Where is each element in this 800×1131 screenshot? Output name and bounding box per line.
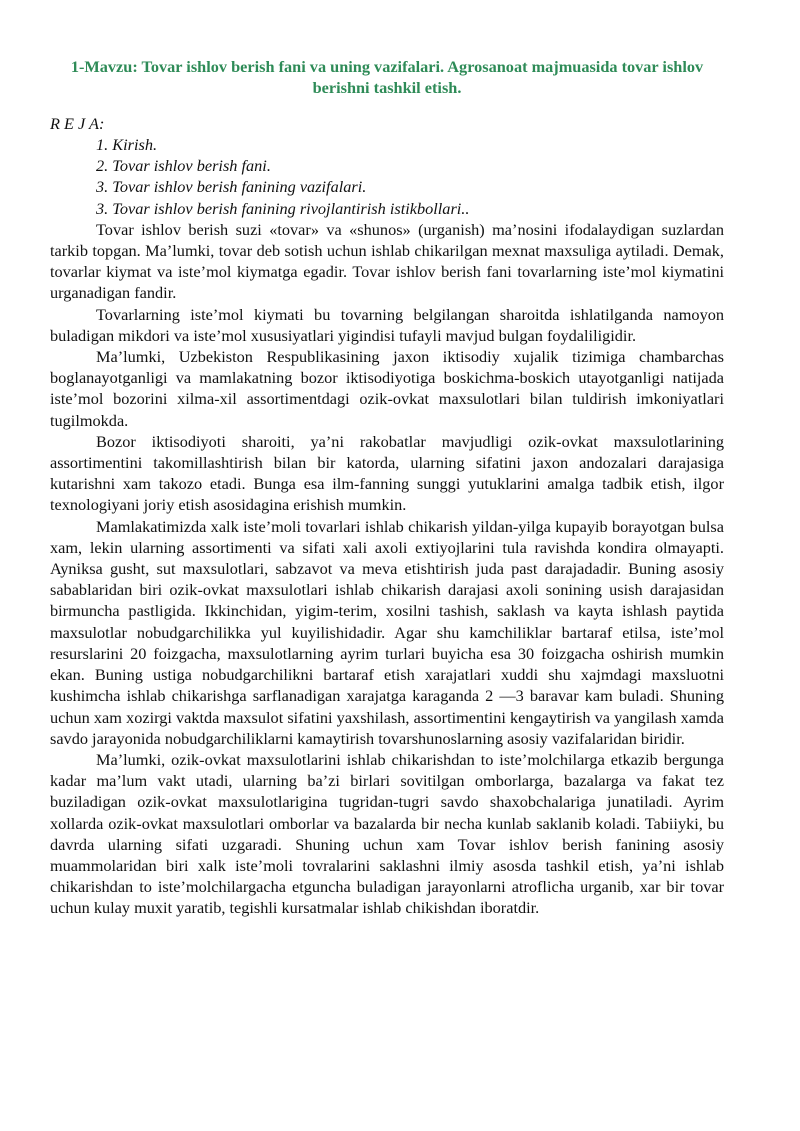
body-paragraph: Ma’lumki, Uzbekiston Respublikasining jaxon iktisodiy xujalik tizimiga chambarchas boglanayotganligi va mamlakatning bozor iktisodiyotiga boskichma-boskich utayotganligi natijada iste’mol bozorini xilma-xil assortimentdagi ozik-ovkat maxsulotlari bilan tuldirish imkoniyatlari tugilmokda. (50, 347, 724, 430)
plan-heading: R E J A: (50, 113, 105, 133)
plan-item: 1. Kirish. (96, 135, 158, 155)
body-paragraph: Bozor iktisodiyoti sharoiti, ya’ni rakobatlar mavjudligi ozik-ovkat maxsulotlarining assortimentini takomillashtirish bilan bir katorda, ularning sifatini jaxon andozalari darajasiga kutarishni xam takozo etadi. Bunga esa ilm-fanning sunggi yutuklarini amalga tadbik etish, ilgor texnologiyani joriy etish asosidagina erishish mumkin. (50, 431, 724, 515)
plan-list (96, 134, 724, 219)
document-page (50, 56, 724, 919)
body-paragraph: Tovarlarning iste’mol kiymati bu tovarning belgilangan sharoitda ishlatilganda namoyon buladigan mikdori va iste’mol xususiyatlari yigindisi tufayli mavjud bulgan foydaliligidir. (50, 304, 724, 345)
document-title: 1-Mavzu: Tovar ishlov berish fani va uning vazifalari. Agrosanoat majmuasida tovar ishlov berishni tashkil etish. (70, 57, 704, 98)
body-paragraph: Ma’lumki, ozik-ovkat maxsulotlarini ishlab chikarishdan to iste’molchilarga etkazib bergunga kadar ma’lum vakt utadi, ularning ba’zi birlari sovitilgan omborlarga, bazalarga va fakat tez buziladigan ozik-ovkat maxsulotlarigina tugridan-tugri savdo shaxobchalariga junatiladi. Ayrim xollarda ozik-ovkat maxsulotlari omborlar va bazalarda bir necha kunlab saklanib koladi. Tabiiyki, bu davrda ularning sifati uzgaradi. Shuning uchun xam Tovar ishlov berish fanining asosiy muammolaridan biri xalk iste’moli tovralarini saklashni ilmiy asosda tashkil etish, ya’ni ishlab chikarishdan to iste’molchilargacha etguncha buladigan jarayonlarni atroflicha urganib, xar bir tovar uchun kulay muxit yaratib, tegishli kursatmalar ishlab chikishdan iboratdir. (50, 749, 724, 918)
body-paragraph: Tovar ishlov berish suzi «tovar» va «shunos» (urganish) ma’nosini ifodalaydigan suzlardan tarkib topgan. Ma’lumki, tovar deb sotish uchun ishlab chikarilgan mexnat maxsuliga aytiladi. Demak, tovarlar kiymat va iste’mol kiymatga egadir. Tovar ishlov berish fani tovarlarning iste’mol kiymatini urganadigan fandir. (50, 219, 724, 303)
body-paragraph: Mamlakatimizda xalk iste’moli tovarlari ishlab chikarish yildan-yilga kupayib borayotgan bulsa xam, lekin ularning assortimenti va sifati xali axoli extiyojlarini tula ravishda kondira olmayapti. Ayniksa gusht, sut maxsulotlari, sabzavot va meva etishtirish juda past darajadadir. Buning asosiy sabablaridan biri ozik-ovkat maxsulotlari ishlab chikarish darajasi axoli sonining usish darajasidan birmuncha pastligida. Ikkinchidan, yigim-terim, xosilni tashish, saklash va kayta ishlash paytida maxsulotlar nobudgarchilikka yul kuyilishidadir. Agar shu kamchiliklar bartaraf etilsa, iste’mol resurslarini 20 foizgacha, maxsulotlarning ayrim turlari buyicha esa 30 foizgacha oshirish mumkin ekan. Buning ustiga nobudgarchilikni bartaraf etish xarajatlari xuddi shu xajmdagi maxsluotni kushimcha ishlab chikarishga sarflanadigan xarajatga karaganda 2 —3 baravar kam buladi. Shuning uchun xam xozirgi vaktda maxsulot sifatini yaxshilash, assortimentini kengaytirish va yangilash xamda savdo jarayonida nobudgarchiliklarni kamaytirish tovarshunoslarning asosiy vazifalaridan biridir. (50, 516, 724, 748)
plan-item: 3. Tovar ishlov berish fanining vazifalari. (96, 177, 367, 197)
plan-item: 3. Tovar ishlov berish fanining rivojlantirish istikbollari.. (96, 198, 470, 218)
plan-item: 2. Tovar ishlov berish fani. (96, 156, 271, 176)
